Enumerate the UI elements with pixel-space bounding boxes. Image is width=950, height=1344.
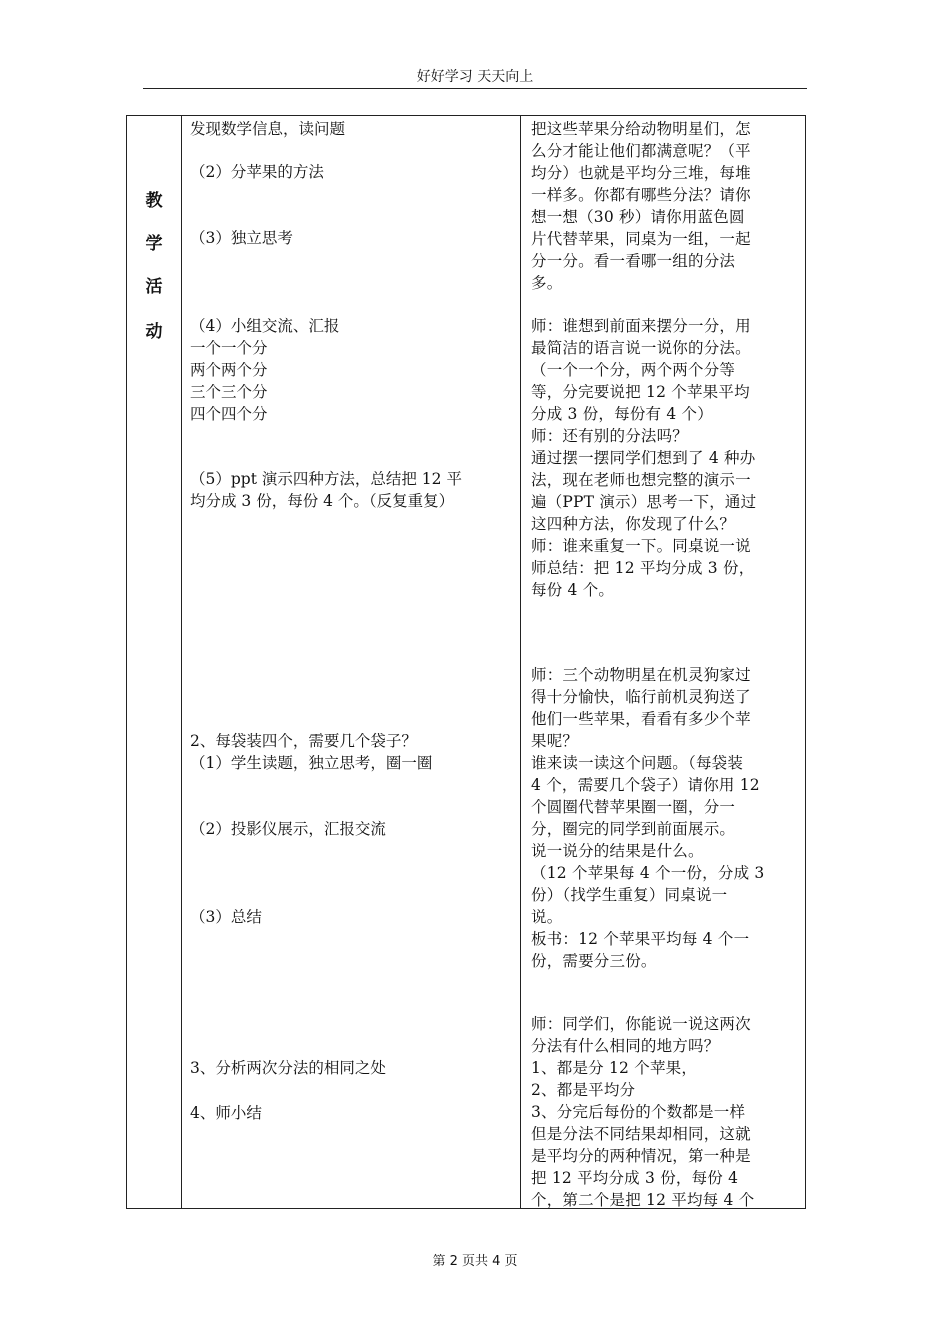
right-block [531, 664, 803, 972]
text-line: 3、分析两次分法的相同之处 [190, 1059, 386, 1077]
text-line: 通过摆一摆同学们想到了 4 种办 [531, 449, 756, 467]
text-line: 么分才能让他们都满意呢？（平 [531, 142, 751, 160]
text-line: 4 个，需要几个袋子）请你用 12 [531, 776, 760, 794]
text-line: 师：同学们，你能说一说这两次 [531, 1015, 751, 1033]
mid-block [190, 1057, 516, 1079]
text-line: 师：三个动物明星在机灵狗家过 [531, 666, 751, 684]
mid-block [190, 161, 516, 183]
text-line: （一个一个分，两个两个分等 [531, 361, 736, 379]
text-line: 均分成 3 份，每份 4 个。（反复重复） [190, 492, 455, 510]
mid-block [190, 227, 516, 249]
text-line: 2、都是平均分 [531, 1081, 636, 1099]
text-line: 分一分。看一看哪一组的分法 [531, 252, 736, 270]
text-line: 一个一个分 [190, 339, 268, 357]
text-line: 1、都是分 12 个苹果， [531, 1059, 698, 1077]
text-line: 个圆圈代替苹果圈一圈，分一 [531, 798, 736, 816]
text-line: 板书：12 个苹果平均每 4 个一 [531, 930, 750, 948]
text-line: 个，第二个是把 12 平均每 4 个 [531, 1191, 755, 1209]
side-label-char: 动 [145, 322, 163, 342]
text-line: （4）小组交流、汇报 [190, 317, 340, 335]
text-line: 想一想（30 秒）请你用蓝色圆 [531, 208, 745, 226]
text-line: 果呢？ [531, 732, 579, 750]
text-line: 多。 [531, 274, 563, 292]
text-line: 片代替苹果，同桌为一组，一起 [531, 230, 751, 248]
text-line: 但是分法不同结果却相同，这就 [531, 1125, 751, 1143]
text-line: 师：谁想到前面来摆分一分，用 [531, 317, 751, 335]
text-line: 法，现在老师也想完整的演示一 [531, 471, 751, 489]
right-block [531, 315, 803, 601]
text-line: 每份 4 个。 [531, 581, 615, 599]
text-line: 一样多。你都有哪些分法？请你 [531, 186, 751, 204]
text-line: 3、分完后每份的个数都是一样 [531, 1103, 746, 1121]
text-line: 遍（PPT 演示）思考一下，通过 [531, 493, 757, 511]
side-label-char: 教 [145, 191, 163, 211]
page-header: 好好学习 天天向上 [416, 69, 534, 85]
text-line: 谁来读一读这个问题。（每袋装 [531, 754, 744, 772]
mid-block [190, 118, 516, 140]
text-line: （3）独立思考 [190, 229, 293, 247]
text-line: 得十分愉快，临行前机灵狗送了 [531, 688, 751, 706]
text-line: 这四种方法，你发现了什么？ [531, 515, 736, 533]
text-line: 份，需要分三份。 [531, 952, 657, 970]
text-line: 4、师小结 [190, 1104, 262, 1122]
right-block [531, 1013, 803, 1211]
text-line: 均分）也就是平均分三堆，每堆 [531, 164, 751, 182]
text-line: 说一说分的结果是什么。 [531, 842, 704, 860]
side-label-char: 学 [145, 234, 163, 254]
text-line: 师总结：把 12 平均分成 3 份， [531, 559, 755, 577]
text-line: 分法有什么相同的地方吗？ [531, 1037, 720, 1055]
text-line: 把这些苹果分给动物明星们，怎 [531, 120, 751, 138]
text-line: （3）总结 [190, 908, 262, 926]
text-line: 等，分完要说把 12 个苹果平均 [531, 383, 750, 401]
text-line: 两个两个分 [190, 361, 268, 379]
lesson-table [126, 115, 806, 1209]
text-line: 说。 [531, 908, 563, 926]
text-line: （2）投影仪展示，汇报交流 [190, 820, 386, 838]
column-divider-2 [520, 116, 521, 1208]
text-line: 分，圈完的同学到前面展示。 [531, 820, 736, 838]
column-divider-1 [181, 116, 182, 1208]
header-rule [143, 88, 807, 89]
mid-block [190, 906, 516, 928]
text-line: 2、每袋装四个，需要几个袋子？ [190, 732, 417, 750]
text-line: （5）ppt 演示四种方法，总结把 12 平 [190, 470, 462, 488]
text-line: （12 个苹果每 4 个一份，分成 3 [531, 864, 765, 882]
text-line: 是平均分的两种情况，第一种是 [531, 1147, 751, 1165]
text-line: 分成 3 份，每份有 4 个） [531, 405, 713, 423]
text-line: 最简洁的语言说一说你的分法。 [531, 339, 751, 357]
text-line: （2）分苹果的方法 [190, 163, 324, 181]
mid-block [190, 468, 516, 512]
mid-block [190, 1102, 516, 1124]
page-footer: 第 2 页共 4 页 [432, 1254, 518, 1269]
side-label-char: 活 [145, 277, 163, 297]
text-line: 发现数学信息，读问题 [190, 120, 346, 138]
mid-block [190, 818, 516, 840]
text-line: 他们一些苹果，看看有多少个苹 [531, 710, 751, 728]
text-line: 把 12 平均分成 3 份，每份 4 [531, 1169, 739, 1187]
mid-block [190, 315, 516, 425]
text-line: 四个四个分 [190, 405, 268, 423]
text-line: 师：还有别的分法吗？ [531, 427, 689, 445]
text-line: （1）学生读题，独立思考，圈一圈 [190, 754, 433, 772]
text-line: 三个三个分 [190, 383, 268, 401]
right-block [531, 118, 803, 294]
text-line: 份）（找学生重复）同桌说一 [531, 886, 728, 904]
mid-block [190, 730, 516, 774]
text-line: 师：谁来重复一下。同桌说一说 [531, 537, 751, 555]
